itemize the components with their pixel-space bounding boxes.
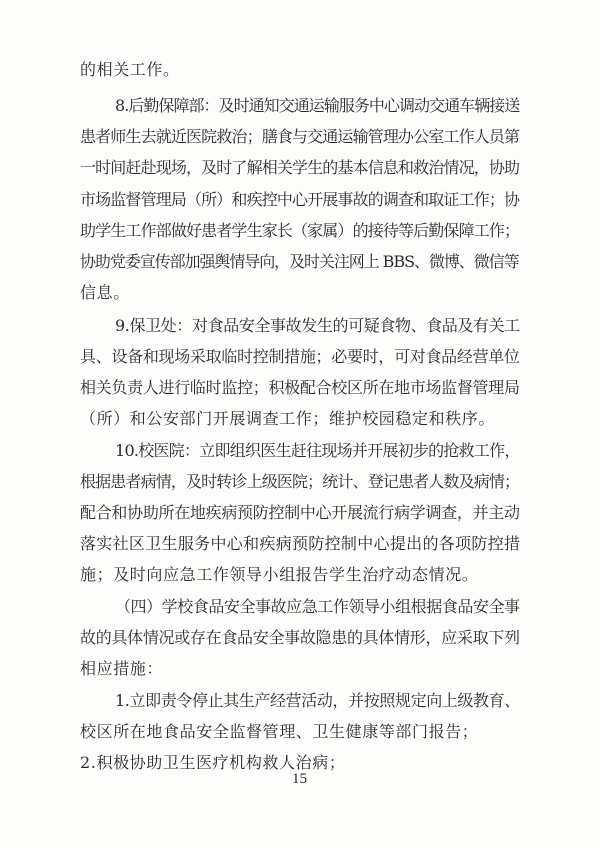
text-line: （四）学校食品安全事故应急工作领导小组根据食品安全事 xyxy=(115,597,520,616)
text-line: 患者师生去就近医院救治；膳食与交通运输管理办公室工作人员第 xyxy=(80,127,520,146)
text-line: 根据患者病情，及时转诊上级医院；统计、登记患者人数及病情； xyxy=(80,472,520,491)
page-number: 15 xyxy=(292,771,307,787)
text-line: 信息。 xyxy=(80,283,130,302)
text-line: 配合和协助所在地疾病预防控制中心开展流行病学调查，并主动 xyxy=(80,503,520,522)
text-line: 施；及时向应急工作领导小组报告学生治疗动态情况。 xyxy=(80,565,479,584)
text-line: 10.校医院：立即组织医生赶往现场并开展初步的抢救工作， xyxy=(115,441,520,460)
text-line: 落实社区卫生服务中心和疾病预防控制中心提出的各项防控措 xyxy=(80,534,521,553)
text-line: 的相关工作。 xyxy=(80,60,180,79)
text-line: 具、设备和现场采取临时控制措施；必要时，可对食品经营单位 xyxy=(80,347,520,366)
text-line: 9.保卫处：对食品安全事故发生的可疑食物、食品及有关工 xyxy=(115,316,520,335)
text-line: 市场监督管理局（所）和疾控中心开展事故的调查和取证工作；协 xyxy=(80,190,520,209)
text-line: 助学生工作部做好患者学生家长（家属）的接待等后勤保障工作； xyxy=(80,221,520,240)
text-line: （所）和公安部门开展调查工作；维护校园稳定和秩序。 xyxy=(80,409,496,428)
text-line: 一时间赶赴现场，及时了解相关学生的基本信息和救治情况，协助 xyxy=(80,158,520,177)
text-line: 故的具体情况或存在食品安全事故隐患的具体情形，应采取下列 xyxy=(80,628,520,647)
text-line: 8.后勤保障部：及时通知交通运输服务中心调动交通车辆接送 xyxy=(115,96,520,115)
text-line: 相关负责人进行临时监控；积极配合校区所在地市场监督管理局 xyxy=(80,378,520,397)
text-line: 1.立即责令停止其生产经营活动，并按照规定向上级教育、 xyxy=(115,691,520,710)
text-line: 2.积极协助卫生医疗机构救人治病； xyxy=(80,753,346,772)
text-line: 校区所在地食品安全监督管理、卫生健康等部门报告； xyxy=(80,722,479,741)
text-line: 协助党委宣传部加强舆情导向，及时关注网上 BBS、微博、微信等 xyxy=(80,252,519,271)
text-line: 相应措施： xyxy=(80,659,164,678)
